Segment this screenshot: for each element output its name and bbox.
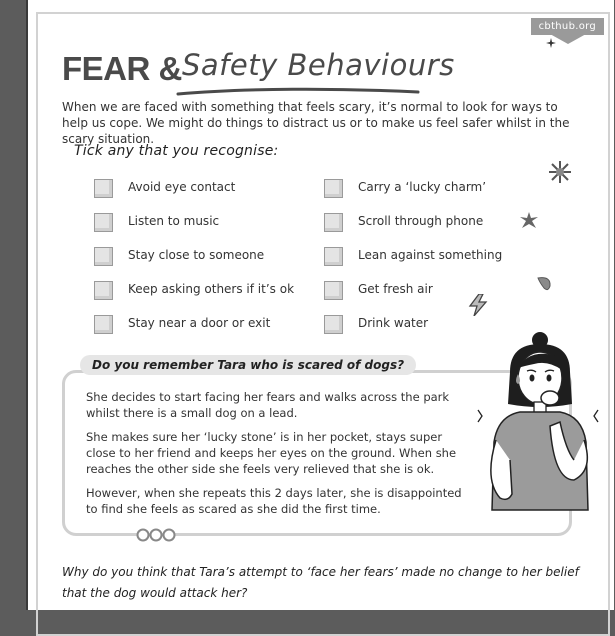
reflection-question: Why do you think that Tara’s attempt to ‘face her fears’ made no change to her belief that the dog would attack her?	[62, 565, 579, 600]
story-paragraph-1: She decides to start facing her fears and walks across the park whilst there is a small dog on a lead.	[86, 390, 450, 420]
checkbox-avoid-eye-contact[interactable]	[94, 179, 113, 198]
checkbox-label: Keep asking others if it’s ok	[128, 282, 295, 296]
checkbox-lucky-charm[interactable]	[324, 179, 343, 198]
checkbox-label: Listen to music	[128, 214, 220, 228]
star-burst-icon	[520, 212, 538, 230]
checkbox-listen-to-music[interactable]	[94, 213, 113, 232]
story-paragraph-2: She makes sure her ‘lucky stone’ is in her pocket, stays super close to her friend and keeps her eyes on the ground. When she reaches the other side she feels very relieved that she is ok.	[86, 430, 457, 476]
intro-text: When we are faced with something that feels scary, it’s normal to look for ways to help us cope. We might do things to distract us or to make us feel safer whilst in the scary situation.	[62, 100, 570, 146]
checkbox-label: Scroll through phone	[358, 214, 484, 228]
checkbox-label: Stay close to someone	[128, 248, 265, 262]
sparkle-burst-icon	[548, 160, 572, 184]
checkbox-near-door[interactable]	[94, 315, 113, 334]
checkbox-stay-close[interactable]	[94, 247, 113, 266]
checkbox-label: Stay near a door or exit	[128, 316, 271, 330]
worried-girl-illustration	[474, 330, 604, 520]
title-underline	[176, 86, 421, 98]
checkbox-label: Carry a ‘lucky charm’	[358, 180, 487, 194]
title-fear: FEAR &	[62, 50, 182, 87]
brand-tag: cbthub.org	[531, 18, 604, 35]
drop-icon	[536, 276, 552, 294]
tick-heading: Tick any that you recognise:	[74, 143, 279, 159]
link-dots-icon	[136, 528, 176, 542]
checkbox-scroll-phone[interactable]	[324, 213, 343, 232]
checkbox-label: Lean against something	[358, 248, 503, 262]
title-safety-behaviours: Safety Behaviours	[182, 48, 455, 82]
lightning-icon	[468, 294, 488, 316]
small-star-icon	[546, 38, 556, 48]
checkbox-label: Get fresh air	[358, 282, 433, 296]
checkbox-keep-asking[interactable]	[94, 281, 113, 300]
checkbox-fresh-air[interactable]	[324, 281, 343, 300]
checkbox-lean-against[interactable]	[324, 247, 343, 266]
worksheet-page	[26, 0, 614, 610]
checkbox-label: Drink water	[358, 316, 429, 330]
tara-heading: Do you remember Tara who is scared of dogs?	[80, 355, 416, 375]
checkbox-drink-water[interactable]	[324, 315, 343, 334]
checkbox-label: Avoid eye contact	[128, 180, 236, 194]
story-paragraph-3: However, when she repeats this 2 days later, she is disappointed to find she feels as scared as she did the first time.	[86, 486, 462, 516]
